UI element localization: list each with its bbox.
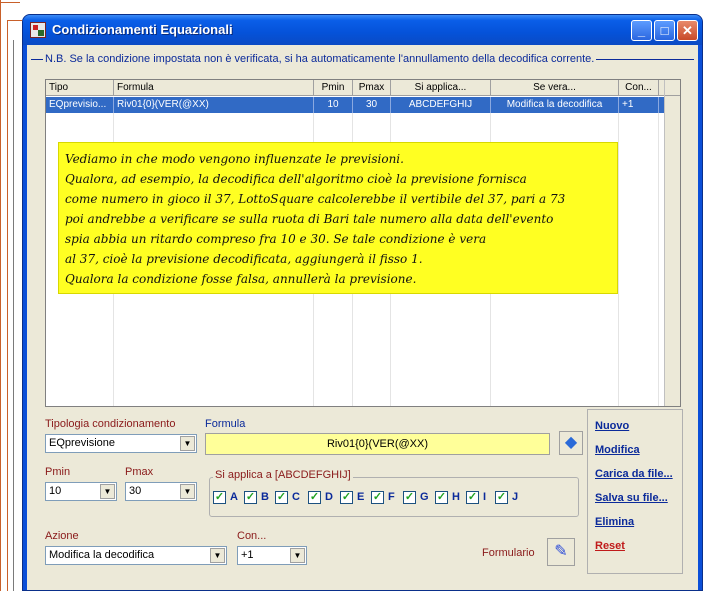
- si-applica-label: Si applica a [ABCDEFGHIJ]: [215, 469, 351, 481]
- checkbox-label-c: C: [292, 491, 300, 503]
- formulario-label: Formulario: [482, 547, 535, 559]
- pmin-select[interactable]: [45, 482, 117, 501]
- con-select[interactable]: [237, 546, 307, 565]
- column-header-pmin[interactable]: Pmin: [314, 80, 353, 96]
- checkbox-label-b: B: [261, 491, 269, 503]
- pmax-select[interactable]: [125, 482, 197, 501]
- checkbox-label-h: H: [452, 491, 460, 503]
- scrollbar-header-corner: [665, 80, 680, 96]
- chevron-down-icon[interactable]: ▼: [290, 548, 305, 563]
- background-frame-line: [13, 40, 14, 591]
- checkbox-label-f: F: [388, 491, 395, 503]
- table-cell: 30: [353, 97, 391, 113]
- column-header-se-vera[interactable]: Se vera...: [491, 80, 619, 96]
- reset-button[interactable]: Reset: [595, 540, 625, 552]
- con-label: Con...: [237, 530, 267, 542]
- app-grid-icon[interactable]: [30, 22, 46, 38]
- checkbox-c[interactable]: ✓: [276, 491, 287, 503]
- note-line: come numero in gioco il 37, LottoSquare calcolerebbe il vertibile del 37, pari a 73: [65, 192, 566, 206]
- background-frame-line: [0, 0, 1, 591]
- chevron-down-icon[interactable]: ▼: [180, 436, 195, 451]
- pmax-label: Pmax: [125, 466, 154, 478]
- column-header-pmax[interactable]: Pmax: [353, 80, 391, 96]
- title-bar[interactable]: [23, 15, 702, 45]
- column-header-con[interactable]: Con...: [619, 80, 659, 96]
- checkbox-e[interactable]: ✓: [341, 491, 352, 503]
- close-button[interactable]: ✕: [677, 20, 698, 41]
- checkbox-label-j: J: [512, 491, 519, 503]
- tipologia-select[interactable]: [45, 434, 197, 453]
- diamond-icon[interactable]: ◆: [559, 431, 583, 455]
- checkbox-label-i: I: [483, 491, 487, 503]
- explanation-note: [58, 142, 618, 294]
- note-line: spia abbia un ritardo compreso fra 10 e 30. Se tale condizione è vera: [65, 232, 487, 246]
- window-title: Condizionamenti Equazionali: [52, 22, 233, 37]
- checkbox-label-d: D: [325, 491, 333, 503]
- elimina-button[interactable]: Elimina: [595, 516, 635, 528]
- azione-label: Azione: [45, 530, 79, 542]
- checkbox-j[interactable]: ✓: [496, 491, 507, 503]
- checkbox-g[interactable]: ✓: [404, 491, 415, 503]
- checkbox-label-e: E: [357, 491, 365, 503]
- formula-input[interactable]: Riv01{0}(VER(@XX): [205, 433, 550, 455]
- chevron-down-icon[interactable]: ▼: [100, 484, 115, 499]
- con-value: +1: [241, 549, 254, 561]
- background-frame-line: [7, 20, 22, 21]
- formula-label: Formula: [205, 418, 246, 430]
- checkbox-b[interactable]: ✓: [245, 491, 256, 503]
- dialog-window: [22, 14, 703, 591]
- notice-text: N.B. Se la condizione impostata non è verificata, si ha automaticamente l'annullamento della decodifica corrente.: [45, 53, 595, 65]
- azione-value: Modifica la decodifica: [49, 549, 155, 561]
- pmin-label: Pmin: [45, 466, 71, 478]
- table-cell: Riv01{0}(VER(@XX): [114, 97, 314, 113]
- maximize-button[interactable]: □: [654, 20, 675, 41]
- minimize-button[interactable]: _: [631, 20, 652, 41]
- table-vertical-scrollbar[interactable]: [664, 80, 680, 406]
- note-line: Vediamo in che modo vengono influenzate le previsioni.: [65, 152, 404, 166]
- nuovo-button[interactable]: Nuovo: [595, 420, 630, 432]
- checkbox-a[interactable]: ✓: [214, 491, 225, 503]
- tipologia-label: Tipologia condizionamento: [45, 418, 176, 430]
- table-row[interactable]: [46, 97, 664, 113]
- note-line: Qualora, ad esempio, la decodifica dell'algoritmo cioè la previsione fornisca: [65, 172, 527, 186]
- column-header-si-applica[interactable]: Si applica...: [391, 80, 491, 96]
- column-header-formula[interactable]: Formula: [114, 80, 314, 96]
- table-cell: 10: [314, 97, 353, 113]
- checkbox-i[interactable]: ✓: [467, 491, 478, 503]
- chevron-down-icon[interactable]: ▼: [210, 548, 225, 563]
- dialog-client-area: [27, 45, 698, 590]
- background-frame-line: [0, 2, 20, 3]
- column-header-tipo[interactable]: Tipo: [46, 80, 114, 96]
- checkbox-f[interactable]: ✓: [372, 491, 383, 503]
- tipologia-value: EQprevisione: [49, 437, 116, 449]
- carica-da-file-button[interactable]: Carica da file...: [595, 468, 673, 480]
- note-line: Qualora la condizione fosse falsa, annullerà la previsione.: [65, 272, 417, 286]
- note-line: al 37, cioè la previsione decodificata, aggiungerà il fisso 1.: [65, 252, 423, 266]
- checkbox-h[interactable]: ✓: [436, 491, 447, 503]
- table-header: [46, 80, 664, 96]
- modifica-button[interactable]: Modifica: [595, 444, 640, 456]
- table-cell: EQprevisio...: [46, 97, 114, 113]
- chevron-down-icon[interactable]: ▼: [180, 484, 195, 499]
- checkbox-label-a: A: [230, 491, 238, 503]
- note-line: poi andrebbe a verificare se sulla ruota di Bari tale numero alla data dell'evento: [65, 212, 554, 226]
- book-pencil-icon[interactable]: ✎: [547, 538, 575, 566]
- table-cell: +1: [619, 97, 659, 113]
- pmin-value: 10: [49, 485, 62, 497]
- background-frame-line: [7, 20, 8, 591]
- table-cell: ABCDEFGHIJ: [391, 97, 491, 113]
- checkbox-d[interactable]: ✓: [309, 491, 320, 503]
- azione-select[interactable]: [45, 546, 227, 565]
- pmax-value: 30: [129, 485, 142, 497]
- salva-su-file-button[interactable]: Salva su file...: [595, 492, 668, 504]
- checkbox-label-g: G: [420, 491, 429, 503]
- table-cell: Modifica la decodifica: [491, 97, 619, 113]
